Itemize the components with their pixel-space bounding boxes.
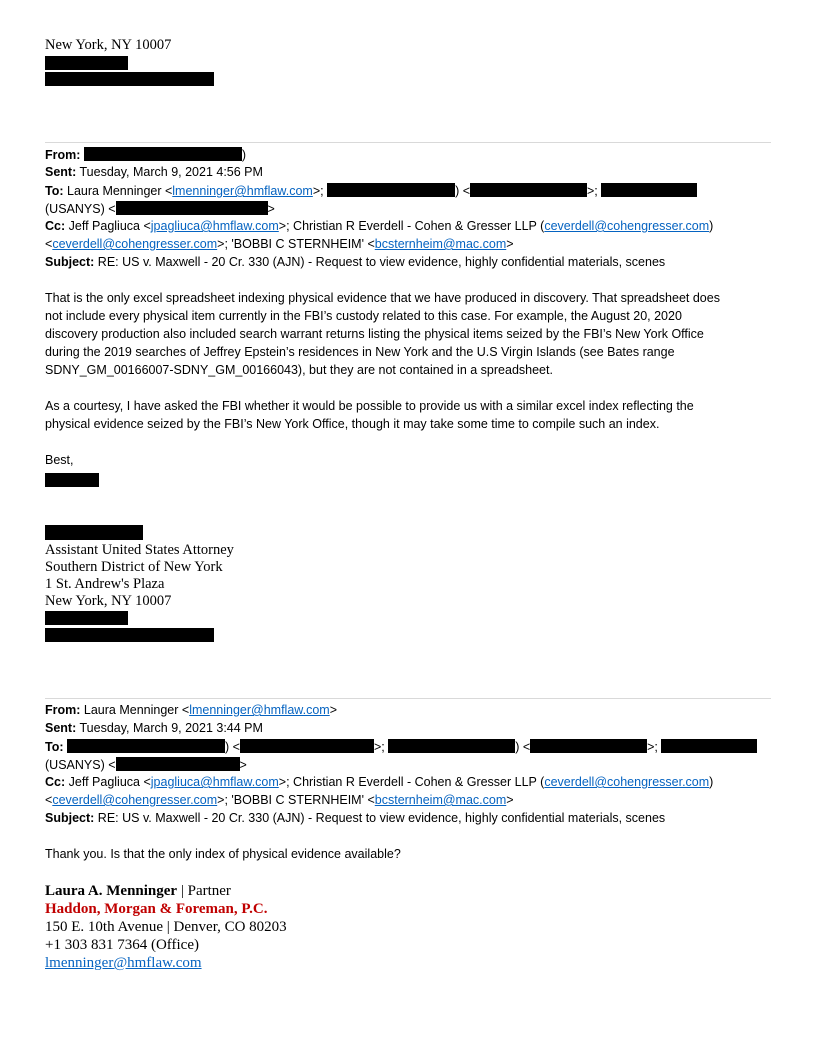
redaction-email	[45, 72, 214, 86]
email1-body-line: SDNY_GM_00166007-SDNY_GM_00166043), but they are not contained in a spreadsheet.	[45, 363, 553, 377]
email1-body-line: not include every physical item currently in the FBI’s custody related to this case. For example, the August 20, 2020	[45, 309, 682, 323]
redaction-recipient-email	[240, 739, 374, 753]
email1-subject-line: Subject: RE: US v. Maxwell - 20 Cr. 330 (AJN) - Request to view evidence, highly confidential materials, scenes	[45, 255, 666, 269]
email1-body-line: discovery production also included search warrant returns listing the physical items seized by the FBI’s New York Office	[45, 327, 704, 341]
email-link[interactable]: jpagliuca@hmflaw.com	[150, 219, 279, 233]
email2-cc-line: Cc: Jeff Pagliuca <jpagliuca@hmflaw.com>; Christian R Everdell - Cohen & Gresser LLP (ceverdell@cohengresser.com)	[45, 775, 714, 789]
signature-role: | Partner	[177, 883, 231, 899]
signature-phone: +1 303 831 7364 (Office)	[45, 937, 199, 953]
email2-cc-line-2: <ceverdell@cohengresser.com>; 'BOBBI C STERNHEIM' <bcsternheim@mac.com>	[45, 793, 514, 807]
email-separator	[45, 142, 771, 143]
email-link[interactable]: lmenninger@hmflaw.com	[189, 703, 330, 717]
email1-to-line: To: Laura Menninger <lmenninger@hmflaw.com>; ) < >;	[45, 183, 697, 198]
email1-body-line: As a courtesy, I have asked the FBI whether it would be possible to provide us with a similar excel index reflecting the	[45, 399, 694, 413]
redaction-recipient-email	[470, 183, 587, 197]
redaction-recipient-email	[116, 757, 240, 771]
email2-body: Thank you. Is that the only index of physical evidence available?	[45, 847, 401, 861]
email1-cc-line: Cc: Jeff Pagliuca <jpagliuca@hmflaw.com>; Christian R Everdell - Cohen & Gresser LLP (ceverdell@cohengresser.com)	[45, 219, 714, 233]
email-link[interactable]: ceverdell@cohengresser.com	[544, 775, 710, 789]
email1-from-line: From: )	[45, 148, 247, 162]
redaction-sender-name	[45, 473, 99, 487]
email1-body-line: That is the only excel spreadsheet indexing physical evidence that we have produced in discovery. That spreadsheet does	[45, 291, 720, 305]
email-link[interactable]: bcsternheim@mac.com	[374, 793, 507, 807]
email2-from-line: From: Laura Menninger <lmenninger@hmflaw.com>	[45, 703, 338, 717]
redaction-recipient-email	[530, 739, 647, 753]
email1-cc-line-2: <ceverdell@cohengresser.com>; 'BOBBI C STERNHEIM' <bcsternheim@mac.com>	[45, 237, 514, 251]
signature-address: 1 St. Andrew's Plaza	[45, 576, 165, 592]
redaction-signature-name	[45, 525, 143, 540]
signature-title: Assistant United States Attorney	[45, 542, 234, 558]
email-link[interactable]: ceverdell@cohengresser.com	[544, 219, 710, 233]
redaction-recipient	[601, 183, 697, 197]
email-link[interactable]: jpagliuca@hmflaw.com	[150, 775, 279, 789]
redaction-recipient-email	[116, 201, 268, 215]
email-link[interactable]: ceverdell@cohengresser.com	[52, 237, 218, 251]
signature-office: Southern District of New York	[45, 559, 223, 575]
redaction-phone	[45, 611, 128, 625]
email-link[interactable]: lmenninger@hmflaw.com	[172, 184, 313, 198]
signature-address: 150 E. 10th Avenue | Denver, CO 80203	[45, 919, 287, 935]
email2-to-line: To: ) < >; ) < >;	[45, 739, 757, 754]
signature-firm: Haddon, Morgan & Foreman, P.C.	[45, 901, 268, 917]
email-link[interactable]: ceverdell@cohengresser.com	[52, 793, 218, 807]
redaction-phone	[45, 56, 128, 70]
email2-subject-line: Subject: RE: US v. Maxwell - 20 Cr. 330 (AJN) - Request to view evidence, highly confidential materials, scenes	[45, 811, 666, 825]
email1-sent-line: Sent: Tuesday, March 9, 2021 4:56 PM	[45, 165, 263, 179]
signature-email-link[interactable]: lmenninger@hmflaw.com	[45, 955, 202, 971]
email1-body-line: physical evidence seized by the FBI’s New York Office, though it may take some time to compile such an index.	[45, 417, 660, 431]
signature-city: New York, NY 10007	[45, 593, 172, 609]
signature-name-line	[45, 883, 231, 900]
email-link[interactable]: bcsternheim@mac.com	[374, 237, 507, 251]
email1-closing: Best,	[45, 453, 74, 467]
signature-name: Laura A. Menninger	[45, 883, 178, 899]
email2-sent-line: Sent: Tuesday, March 9, 2021 3:44 PM	[45, 721, 263, 735]
redaction-recipient	[327, 183, 455, 197]
top-signature-city: New York, NY 10007	[45, 37, 172, 53]
redaction-recipient	[388, 739, 515, 753]
email1-body-line: during the 2019 searches of Jeffrey Epstein’s residences in New York and the U.S Virgin Islands (see Bates range	[45, 345, 675, 359]
redaction-sender	[84, 147, 242, 161]
email-separator	[45, 698, 771, 699]
email1-to-line-2: (USANYS) < >	[45, 202, 275, 216]
redaction-email	[45, 628, 214, 642]
email2-to-line-2: (USANYS) < >	[45, 758, 247, 772]
redaction-recipient	[661, 739, 757, 753]
redaction-recipient	[67, 739, 225, 753]
